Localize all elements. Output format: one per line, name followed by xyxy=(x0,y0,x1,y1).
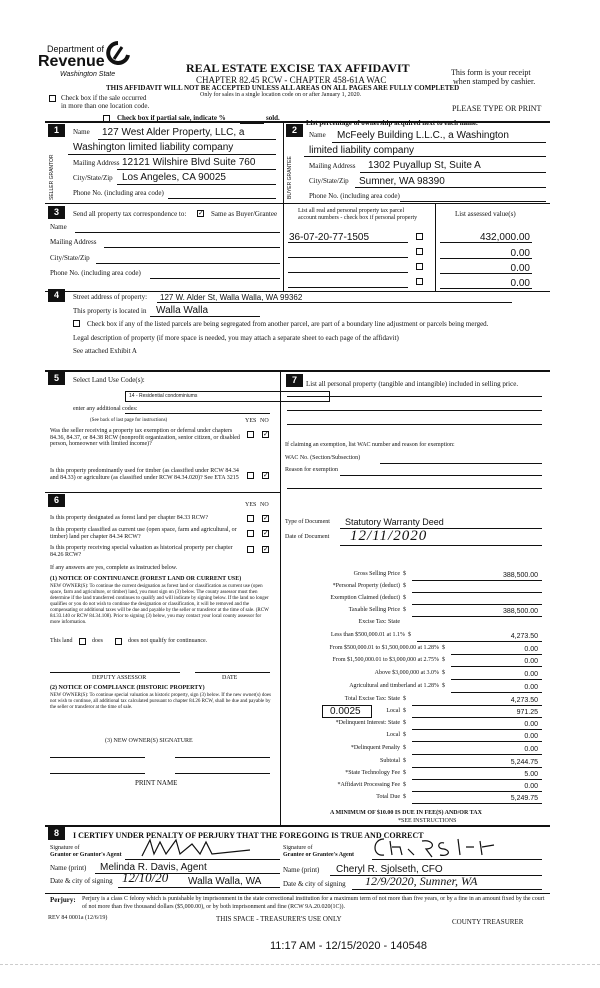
buyer-name-line1: McFeely Building L.L.C., a Washington xyxy=(337,130,509,141)
tax-row-value: 0.00 xyxy=(524,658,538,665)
grantor-sig-label1: Signature of xyxy=(50,845,80,851)
tax-row-dollar-sign: $ xyxy=(403,720,406,726)
buyer-mail-label: Mailing Address xyxy=(309,162,356,170)
grantee-sig-label2: Grantee or Grantee's Agent xyxy=(283,852,355,858)
corr-name-label: Name xyxy=(50,223,67,231)
seller-city-label: City/State/Zip xyxy=(73,174,113,182)
parcel-list-label2: account numbers - check box if personal property xyxy=(298,215,418,221)
grantee-sig-label1: Signature of xyxy=(283,845,313,851)
grantor-sign-city: Walla Walla, WA xyxy=(188,876,262,887)
form-title: REAL ESTATE EXCISE TAX AFFIDAVIT xyxy=(186,61,410,75)
street-address: 127 W. Alder St, Walla Walla, WA 99362 xyxy=(160,293,303,302)
multi-location-checkbox[interactable] xyxy=(49,95,56,102)
sec6-q2-no[interactable]: ✓ xyxy=(263,529,269,537)
tax-row-value: 0.00 xyxy=(524,671,538,678)
section-number-8: 8 xyxy=(48,827,65,840)
perjury-label: Perjury: xyxy=(50,896,76,904)
notice1-body: NEW OWNER(S): To continue the current designation as forest land or classification as current use (open space, farm and agriculture, or timber) land, you must sign on (3) below. The county assessor must then determine if the land transferred continues to qualify and will indicate by signing below. If the land no longer qualifies or you do not wish to continue the designation or classification, it will be removed and the compensating or additional taxes will be due and payable by the seller or transferor at the time of sale. (RCW 84.33.140 or RCW 84.34.108). Prior to signing (3) below, you may contact your local county assessor for more information. xyxy=(50,584,269,625)
notice2-body: NEW OWNER(S): To continue special valuation as historic property, sign (3) below. If the new owner(s) does not wish to continue, all additional tax calculated pursuant to chapter 84.26 RCW, shall be due and payable by the seller or transferor at the time of sale. xyxy=(50,693,271,710)
perjury-warning: Perjury is a class C felony which is punishable by imprisonment in the state correctional institution for a maximum term of not more than five years, or by a fine in an amount fixed by the court of not more than five thousand dollars ($5,000.00), or by both imprisonment and fine (RCW 9A.20.020(1C)). xyxy=(82,896,545,910)
document-type-label: Type of Document xyxy=(285,519,330,525)
revenue-logo-icon xyxy=(106,41,130,67)
local-rate: 0.0025 xyxy=(330,706,361,717)
receipt-note2: when stamped by cashier. xyxy=(453,77,536,86)
grantor-name-label: Name (print) xyxy=(50,864,87,872)
sec5-q1-no[interactable]: ✓ xyxy=(263,430,269,438)
tax-row-value: 0.00 xyxy=(524,746,538,753)
document-date-label: Date of Document xyxy=(285,534,330,540)
grantee-sign-date-city: 12/9/2020, Sumner, WA xyxy=(365,874,478,888)
assessor-date-label: DATE xyxy=(222,675,238,681)
form-subtitle: CHAPTER 82.45 RCW - CHAPTER 458-61A WAC xyxy=(196,75,387,85)
personal-property-checkbox-2[interactable] xyxy=(416,248,423,255)
seller-name-label: Name xyxy=(73,128,90,136)
tax-row-value: 0.00 xyxy=(524,646,538,653)
seller-name-line2: Washington limited liability company xyxy=(73,142,234,153)
buyer-city-label: City/State/Zip xyxy=(309,177,349,185)
grantee-date-label: Date & city of signing xyxy=(283,880,346,888)
section-number-5: 5 xyxy=(48,372,65,385)
document-type: Statutory Warranty Deed xyxy=(345,517,444,527)
sec6-q2-yes[interactable] xyxy=(247,530,254,537)
tax-row-value: 0.00 xyxy=(524,684,538,691)
multi-location-label2: in more than one location code. xyxy=(61,102,150,110)
wac-label: WAC No. (Section/Subsection) xyxy=(285,455,361,461)
personal-property-checkbox-4[interactable] xyxy=(416,278,423,285)
tax-row-label: *Affidavit Processing Fee xyxy=(337,782,400,788)
sec6-q3-no[interactable]: ✓ xyxy=(263,545,269,553)
grantee-name-label: Name (print) xyxy=(283,866,320,874)
sec6-question1: Is this property designated as forest land per chapter 84.33 RCW? xyxy=(50,515,209,521)
located-in: Walla Walla xyxy=(156,305,209,316)
grantor-name: Melinda R. Davis, Agent xyxy=(100,862,207,873)
tax-row-dollar-sign: $ xyxy=(442,683,445,689)
form-warning: THIS AFFIDAVIT WILL NOT BE ACCEPTED UNLESS ALL AREAS ON ALL PAGES ARE FULLY COMPLETED xyxy=(106,84,460,92)
buyer-city: Sumner, WA 98390 xyxy=(359,176,445,187)
sec5-question2: Is this property predominantly used for timber (as classified under RCW 84.34 and 84.33) or agriculture (as classified under RCW 84.34.020)? See ETA 3215 xyxy=(50,468,239,481)
grantor-signature xyxy=(140,836,260,860)
any-yes-note: If any answers are yes, complete as instructed below. xyxy=(50,565,178,571)
multi-location-label: Check box if the sale occurred xyxy=(61,94,147,102)
parcel-number-1: 36-07-20-77-1505 xyxy=(289,232,370,243)
section-number-6: 6 xyxy=(48,494,65,507)
segregated-checkbox[interactable] xyxy=(73,320,80,327)
tax-row-dollar-sign: $ xyxy=(408,632,411,638)
assessed-value-3: 0.00 xyxy=(510,263,530,274)
tax-row-value: 5.00 xyxy=(524,771,538,778)
grantor-sign-date: 12/10/20 xyxy=(122,870,169,885)
grantee-signature xyxy=(370,835,510,861)
see-back-note: (See back of last page for instructions) xyxy=(90,418,168,423)
sec6-question2: Is this property classified as current use (open space, farm and agricultural, or timber) land per chapter 84.34 RCW? xyxy=(50,527,237,540)
seller-side-label: SELLER GRANTOR xyxy=(49,154,55,200)
tax-row-label: Taxable Selling Price xyxy=(348,607,400,613)
tax-row-dollar-sign: $ xyxy=(403,782,406,788)
tax-row-dollar-sign: $ xyxy=(442,670,445,676)
tax-row-dollar-sign: $ xyxy=(403,770,406,776)
street-label: Street address of property: xyxy=(73,293,148,301)
personal-property-label: List all personal property (tangible and intangible) included in selling price. xyxy=(306,380,519,388)
seller-name-line1: 127 West Alder Property, LLC, a xyxy=(102,127,245,138)
tax-row-dollar-sign: $ xyxy=(442,645,445,651)
certify-statement: I CERTIFY UNDER PENALTY OF PERJURY THAT THE FOREGOING IS TRUE AND CORRECT xyxy=(73,831,424,840)
ownership-percentage-note: List percentage of ownership acquired next to each name. xyxy=(306,119,478,127)
new-owner-signature-label: (3) NEW OWNER(S) SIGNATURE xyxy=(105,738,193,744)
tax-row-dollar-sign: $ xyxy=(403,571,406,577)
personal-property-checkbox-3[interactable] xyxy=(416,263,423,270)
sec5-no-header: NO xyxy=(260,418,269,424)
tax-row-label: *Delinquent Interest: State xyxy=(335,720,400,726)
this-land-label: This land xyxy=(50,638,73,644)
does-label: does xyxy=(92,638,103,644)
sec6-no-header: NO xyxy=(260,502,269,508)
seller-phone-label: Phone No. (including area code) xyxy=(73,189,164,197)
tax-row-value: 0.00 xyxy=(524,721,538,728)
buyer-name-label: Name xyxy=(309,131,326,139)
assessed-label: List assessed value(s) xyxy=(455,210,516,218)
legal-description-label: Legal description of property (if more space is needed, you may attach a separate sheet to each page of the affidavit) xyxy=(73,334,399,342)
notice2-title: (2) NOTICE OF COMPLIANCE (HISTORIC PROPERTY) xyxy=(50,685,205,691)
tax-row-label: Exemption Claimed (deduct) xyxy=(330,595,400,601)
tax-row-value: 4,273.50 xyxy=(510,697,538,704)
sec5-q2-yes[interactable] xyxy=(247,472,254,479)
section-number-1: 1 xyxy=(48,124,65,137)
tax-row-label: Gross Selling Price xyxy=(353,571,400,577)
notice1-title: (1) NOTICE OF CONTINUANCE (FOREST LAND OR CURRENT USE) xyxy=(50,576,242,582)
sec6-q1-no[interactable]: ✓ xyxy=(263,514,269,522)
form-revision: REV 84 0001a (12/6/19) xyxy=(48,915,108,921)
tax-row-dollar-sign: $ xyxy=(403,732,406,738)
tax-row-value: 4,273.50 xyxy=(510,633,538,640)
tax-row-label: *Personal Property (deduct) xyxy=(332,583,400,589)
tax-row-value: 5,249.75 xyxy=(510,795,538,802)
grantor-date-label: Date & city of signing xyxy=(50,877,113,885)
assessed-value-1: 432,000.00 xyxy=(479,232,530,243)
document-date: 12/11/2020 xyxy=(350,528,428,544)
same-as-buyer-label: Same as Buyer/Grantee xyxy=(211,210,278,218)
segregated-label: Check box if any of the listed parcels are being segregated from another parcel, are part of a boundary line adjustment or parcels being merged. xyxy=(87,320,489,328)
tax-row-label: From $1,500,000.01 to $3,000,000 at 2.75% xyxy=(332,657,439,663)
tax-row-dollar-sign: $ xyxy=(403,758,406,764)
exemption-claim-label: If claiming an exemption, list WAC number and reason for exemption: xyxy=(285,442,455,448)
single-location-note: Only for sales in a single location code on or after January 1, 2020. xyxy=(200,92,362,98)
recording-stamp: 11:17 AM - 12/15/2020 - 140548 xyxy=(270,940,427,952)
tax-row-value: 971.25 xyxy=(516,709,538,716)
sec6-question3: Is this property receiving special valuation as historical property per chapter 84.26 RCW? xyxy=(50,545,233,558)
tax-row-label: Total Excise Tax: State xyxy=(344,696,400,702)
buyer-side-label: BUYER GRANTEE xyxy=(287,156,293,199)
tax-row-dollar-sign: $ xyxy=(403,583,406,589)
tax-row-label: Less than $500,000.01 at 1.1% xyxy=(330,632,405,638)
additional-codes-label: enter any additional codes: xyxy=(73,406,138,412)
tax-row-label: Local xyxy=(386,732,400,738)
section-number-2: 2 xyxy=(286,124,303,137)
tax-row-dollar-sign: $ xyxy=(442,657,445,663)
receipt-note1: This form is your receipt xyxy=(451,68,531,77)
tax-row-label: Above $3,000,000 at 3.0% xyxy=(374,670,439,676)
partial-sale-label: Check box if partial sale, indicate % xyxy=(117,114,226,122)
tax-row-value: 388,500.00 xyxy=(502,572,538,579)
sold-label: sold. xyxy=(266,114,280,122)
land-use-label: Select Land Use Code(s): xyxy=(73,376,145,384)
corr-city-label: City/State/Zip xyxy=(50,254,90,262)
deputy-assessor-label: DEPUTY ASSESSOR xyxy=(92,675,147,681)
see-instructions: *SEE INSTRUCTIONS xyxy=(398,818,457,824)
corr-mail-label: Mailing Address xyxy=(50,238,97,246)
sec5-question1: Was the seller receiving a property tax exemption or deferral under chapters 84.36, 84.37, or 84.38 RCW (nonprofit organization, senior citizen, or disabled person, homeowner with limited income)? xyxy=(50,428,240,448)
sec6-q1-yes[interactable] xyxy=(247,515,254,522)
tax-row-dollar-sign: $ xyxy=(403,607,406,613)
tax-row-label: Total Due xyxy=(376,794,400,800)
assessed-value-2: 0.00 xyxy=(510,248,530,259)
legal-description-value: See attached Exhibit A xyxy=(73,347,137,355)
parcel-list-label1: List all real and personal property tax parcel xyxy=(298,208,405,214)
corr-phone-label: Phone No. (including area code) xyxy=(50,269,141,277)
sec5-yes-header: YES xyxy=(245,418,257,424)
seller-city: Los Angeles, CA 90025 xyxy=(122,172,226,183)
tax-row-value: 0.00 xyxy=(524,783,538,790)
tax-row-value: 5,244.75 xyxy=(510,759,538,766)
correspondence-label: Send all property tax correspondence to: xyxy=(73,210,187,218)
tax-row-dollar-sign: $ xyxy=(403,745,406,751)
section-number-3: 3 xyxy=(48,206,65,219)
tax-row-dollar-sign: $ xyxy=(403,595,406,601)
land-use-code: 14 - Residential condominiums xyxy=(129,393,198,399)
does-not-label: does not qualify for continuance. xyxy=(128,638,208,644)
tax-row-label: Local xyxy=(386,708,400,714)
tax-row-label: *State Technology Fee xyxy=(345,770,400,776)
tax-row-value: 0.00 xyxy=(524,733,538,740)
dept-state: Washington State xyxy=(60,71,116,78)
sec6-yes-header: YES xyxy=(245,502,257,508)
tax-row-label: Agricultural and timberland at 1.28% xyxy=(349,683,439,689)
dept-line1: Department of xyxy=(47,44,105,54)
treasurer-use-note: THIS SPACE - TREASURER'S USE ONLY xyxy=(216,915,342,923)
assessed-value-4: 0.00 xyxy=(510,278,530,289)
tax-row-label: *Delinquent Penalty xyxy=(350,745,400,751)
tax-row-dollar-sign: $ xyxy=(403,696,406,702)
tax-row-value: 388,500.00 xyxy=(502,608,538,615)
print-name-label: PRINT NAME xyxy=(135,779,178,787)
tax-row-dollar-sign: $ xyxy=(403,708,406,714)
personal-property-checkbox-1[interactable] xyxy=(416,233,423,240)
located-label: This property is located in xyxy=(73,307,147,315)
sec5-q1-yes[interactable] xyxy=(247,431,254,438)
exemption-reason-label: Reason for exemption xyxy=(285,467,338,473)
buyer-mail: 1302 Puyallup St, Suite A xyxy=(368,160,481,171)
section-number-4: 4 xyxy=(48,289,65,302)
tax-row-dollar-sign: $ xyxy=(403,794,406,800)
dept-revenue: Revenue xyxy=(38,53,105,70)
does-not-qualify-checkbox[interactable] xyxy=(115,638,122,645)
does-qualify-checkbox[interactable] xyxy=(79,638,86,645)
grantor-sig-label2: Grantor or Grantor's Agent xyxy=(50,852,122,858)
type-or-print: PLEASE TYPE OR PRINT xyxy=(452,104,542,113)
minimum-due-note: A MINIMUM OF $10.00 IS DUE IN FEE(S) AND/OR TAX xyxy=(330,810,482,816)
tax-row-label: Excise Tax: State xyxy=(358,619,400,625)
sec5-q2-no[interactable]: ✓ xyxy=(263,471,269,479)
tax-row-label: From $500,000.01 to $1,500,000.00 at 1.28% xyxy=(329,645,439,651)
seller-mail-label: Mailing Address xyxy=(73,159,120,167)
buyer-name-line2: limited liability company xyxy=(309,145,415,156)
tax-row-label: Subtotal xyxy=(379,758,400,764)
same-as-buyer-checkbox[interactable]: ✓ xyxy=(198,209,204,217)
section-number-7: 7 xyxy=(286,374,303,387)
grantee-name: Cheryl R. Sjolseth, CFO xyxy=(336,864,443,875)
county-treasurer-label: COUNTY TREASURER xyxy=(452,918,524,926)
buyer-phone-label: Phone No. (including area code) xyxy=(309,192,400,200)
seller-mail: 12121 Wilshire Blvd Suite 760 xyxy=(122,157,256,168)
sec6-q3-yes[interactable] xyxy=(247,546,254,553)
